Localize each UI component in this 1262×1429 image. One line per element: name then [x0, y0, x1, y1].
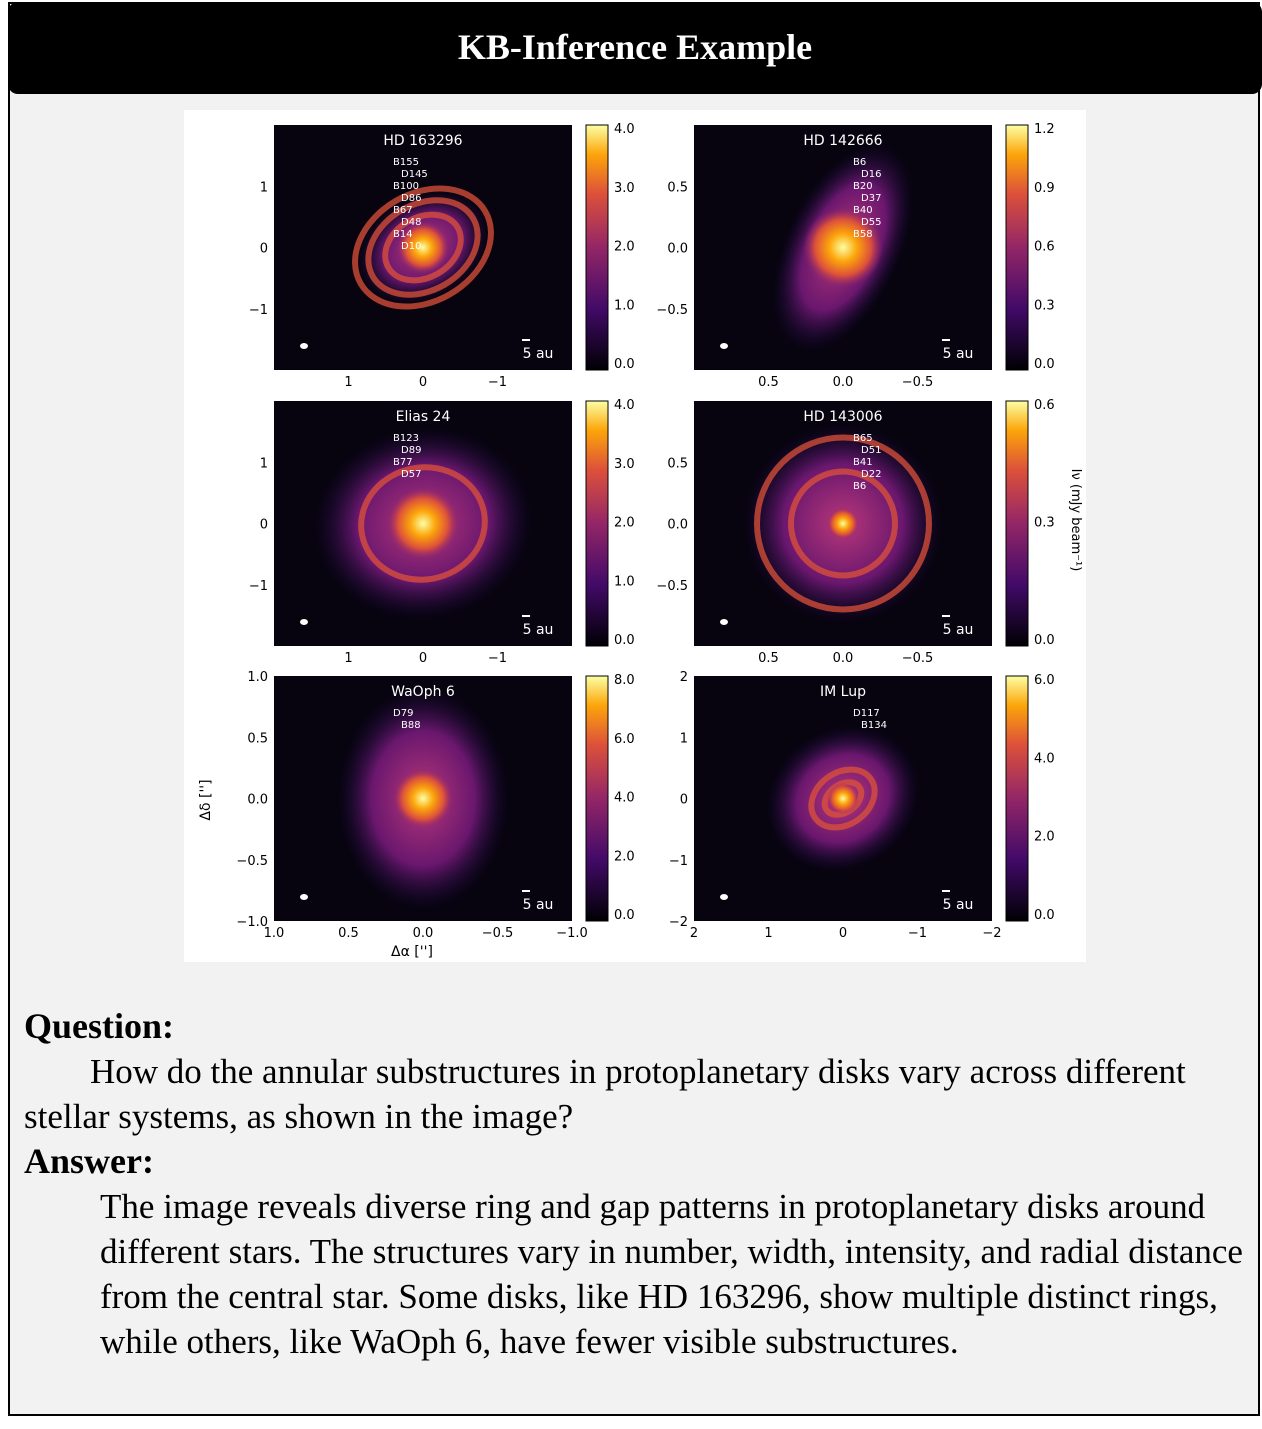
- disk-core: [387, 488, 459, 560]
- colorbar: [586, 125, 608, 370]
- colorbar-tick-label: 4.0: [614, 122, 635, 137]
- colorbar-tick-label: 0.0: [614, 633, 635, 648]
- panel-title: HD 142666: [803, 133, 883, 149]
- question-label: Question:: [24, 1006, 175, 1046]
- colorbar-tick-label: 3.0: [614, 456, 635, 472]
- qa-section: [24, 1004, 1244, 1364]
- feature-label: B100: [393, 181, 419, 192]
- y-tick-label: 0.5: [247, 731, 268, 747]
- colorbar-tick-label: 0.6: [1034, 398, 1055, 413]
- y-tick-label: 0.0: [247, 792, 268, 808]
- y-tick-label: −0.5: [236, 853, 268, 869]
- colorbar-tick-label: 1.2: [1034, 122, 1055, 137]
- y-tick-label: 0: [259, 241, 268, 257]
- panel-title: WaOph 6: [391, 684, 455, 700]
- colorbar-tick-label: 6.0: [614, 731, 635, 747]
- x-tick-label: 1: [344, 651, 353, 666]
- y-tick-label: −1: [248, 578, 268, 594]
- beam-ellipse: [720, 343, 728, 349]
- colorbar-tick-label: 4.0: [1034, 751, 1055, 767]
- colorbar-tick-label: 8.0: [614, 673, 635, 688]
- feature-label: D51: [861, 445, 882, 456]
- y-axis-title: Δδ ['']: [198, 779, 214, 821]
- scalebar-label: 5 au: [522, 622, 554, 638]
- feature-label: D117: [853, 708, 880, 719]
- feature-label: B65: [853, 433, 873, 444]
- scalebar-label: 5 au: [942, 346, 974, 362]
- feature-label: D89: [401, 445, 422, 456]
- panel-title: HD 163296: [383, 133, 463, 149]
- x-tick-label: −0.5: [481, 926, 514, 941]
- y-tick-label: 2: [679, 670, 688, 685]
- feature-label: B6: [853, 481, 867, 492]
- x-tick-label: 2: [689, 926, 699, 941]
- scalebar-label: 5 au: [522, 346, 554, 362]
- y-tick-label: 0.0: [667, 241, 688, 257]
- x-tick-label: −2: [982, 926, 1002, 941]
- colorbar-tick-label: 4.0: [614, 790, 635, 806]
- colorbar-tick-label: 0.0: [614, 357, 635, 372]
- colorbar: [1006, 676, 1028, 921]
- feature-label: D48: [401, 217, 422, 228]
- disk-core: [827, 783, 859, 815]
- x-tick-label: 0: [418, 651, 428, 666]
- x-tick-label: 0.5: [338, 926, 359, 941]
- answer-text: The image reveals diverse ring and gap patterns in protoplanetary disks around different stars. The structures vary in number, width, intensity, and radial distance from the central star. Some disks, like HD 163296, show multiple distinct rings, while others, like WaOph 6, have fewer visible substructures.: [100, 1187, 1243, 1361]
- feature-label: B77: [393, 457, 413, 468]
- disk-panel: [236, 670, 634, 941]
- disk-panel: [249, 398, 635, 666]
- colorbar: [586, 676, 608, 921]
- scalebar-label: 5 au: [522, 897, 554, 913]
- feature-label: B40: [853, 205, 873, 216]
- colorbar: [1006, 401, 1028, 646]
- disk-core: [827, 508, 859, 540]
- colorbar-tick-label: 0.0: [1034, 908, 1055, 923]
- feature-label: D145: [401, 169, 428, 180]
- colorbar-title: Iν (mJy beam⁻¹): [1068, 468, 1083, 572]
- x-tick-label: 1: [764, 926, 773, 941]
- y-tick-label: 0.5: [667, 180, 688, 196]
- colorbar: [1006, 125, 1028, 370]
- disk-panel: [656, 398, 1054, 666]
- panel-title: HD 143006: [803, 409, 883, 425]
- y-tick-label: −1: [668, 853, 688, 869]
- beam-ellipse: [300, 343, 308, 349]
- y-tick-label: 0.0: [667, 517, 688, 533]
- x-tick-label: 0.5: [758, 375, 779, 390]
- colorbar: [586, 401, 608, 646]
- x-tick-label: −1: [907, 926, 928, 941]
- y-tick-label: −1: [248, 302, 268, 318]
- colorbar-tick-label: 0.0: [1034, 633, 1055, 648]
- feature-label: B123: [393, 433, 419, 444]
- feature-label: D86: [401, 193, 422, 204]
- x-tick-label: −1: [487, 651, 508, 666]
- y-tick-label: −0.5: [656, 302, 688, 318]
- colorbar-tick-label: 2.0: [614, 239, 635, 255]
- x-tick-label: 0: [838, 926, 848, 941]
- feature-label: D10: [401, 241, 422, 252]
- feature-label: B20: [853, 181, 873, 192]
- feature-label: B88: [401, 720, 421, 731]
- scalebar-label: 5 au: [942, 897, 974, 913]
- feature-label: D79: [393, 708, 414, 719]
- beam-ellipse: [720, 619, 728, 625]
- feature-label: B14: [393, 229, 413, 240]
- y-tick-label: −0.5: [656, 578, 688, 594]
- feature-label: B41: [853, 457, 873, 468]
- y-tick-label: −1.0: [236, 915, 268, 930]
- feature-label: D55: [861, 217, 882, 228]
- x-tick-label: 0.5: [758, 651, 779, 666]
- disk-panel: [669, 670, 1055, 941]
- card-title: KB-Inference Example: [8, 2, 1262, 94]
- feature-label: B155: [393, 157, 419, 168]
- colorbar-tick-label: 0.3: [1034, 298, 1055, 314]
- x-tick-label: 0.0: [832, 375, 854, 390]
- feature-label: B134: [861, 720, 887, 731]
- y-tick-label: 1.0: [247, 670, 268, 685]
- x-tick-label: −0.5: [901, 651, 934, 666]
- feature-label: B6: [853, 157, 867, 168]
- y-tick-label: 0: [259, 517, 268, 533]
- disk-core: [393, 769, 453, 829]
- colorbar-tick-label: 0.6: [1034, 239, 1055, 255]
- x-tick-label: −0.5: [901, 375, 934, 390]
- beam-ellipse: [300, 619, 308, 625]
- x-tick-label: 0.0: [412, 926, 434, 941]
- x-tick-label: 1: [344, 375, 353, 390]
- example-card: [8, 2, 1260, 1416]
- feature-label: D37: [861, 193, 882, 204]
- y-tick-label: 0.5: [667, 456, 688, 472]
- disk-panel: [249, 122, 635, 390]
- colorbar-tick-label: 0.9: [1034, 180, 1055, 196]
- answer-label: Answer:: [24, 1141, 154, 1181]
- colorbar-tick-label: 6.0: [1034, 673, 1055, 688]
- panel-title: IM Lup: [820, 684, 866, 700]
- feature-label: B58: [853, 229, 873, 240]
- disk-figure: [184, 110, 1086, 962]
- colorbar-tick-label: 1.0: [614, 298, 635, 314]
- disk-panel: [656, 121, 1054, 390]
- x-tick-label: −1: [487, 375, 508, 390]
- y-tick-label: 0: [679, 792, 688, 808]
- feature-label: D57: [401, 469, 422, 480]
- feature-label: B67: [393, 205, 413, 216]
- colorbar-tick-label: 3.0: [614, 180, 635, 196]
- x-tick-label: 0: [418, 375, 428, 390]
- y-tick-label: 1: [679, 731, 688, 747]
- colorbar-tick-label: 0.3: [1034, 515, 1055, 531]
- x-tick-label: 1.0: [263, 926, 285, 941]
- beam-ellipse: [720, 894, 728, 900]
- beam-ellipse: [300, 894, 308, 900]
- figure-image: [184, 110, 1086, 962]
- panel-title: Elias 24: [395, 409, 451, 425]
- scalebar-label: 5 au: [942, 622, 974, 638]
- colorbar-tick-label: 2.0: [1034, 829, 1055, 845]
- colorbar-tick-label: 2.0: [614, 849, 635, 865]
- colorbar-tick-label: 4.0: [614, 398, 635, 413]
- feature-label: D22: [861, 469, 882, 480]
- y-tick-label: 1: [259, 456, 268, 472]
- x-tick-label: −1.0: [556, 926, 588, 941]
- colorbar-tick-label: 0.0: [614, 908, 635, 923]
- y-tick-label: 1: [259, 180, 268, 196]
- y-tick-label: −2: [668, 915, 688, 930]
- feature-label: D16: [861, 169, 882, 180]
- x-axis-title: Δα ['']: [391, 944, 433, 960]
- colorbar-tick-label: 2.0: [614, 515, 635, 531]
- x-tick-label: 0.0: [832, 651, 854, 666]
- colorbar-tick-label: 0.0: [1034, 357, 1055, 372]
- colorbar-tick-label: 1.0: [614, 574, 635, 590]
- question-text: How do the annular substructures in protoplanetary disks vary across different stellar systems, as shown in the image?: [24, 1052, 1186, 1136]
